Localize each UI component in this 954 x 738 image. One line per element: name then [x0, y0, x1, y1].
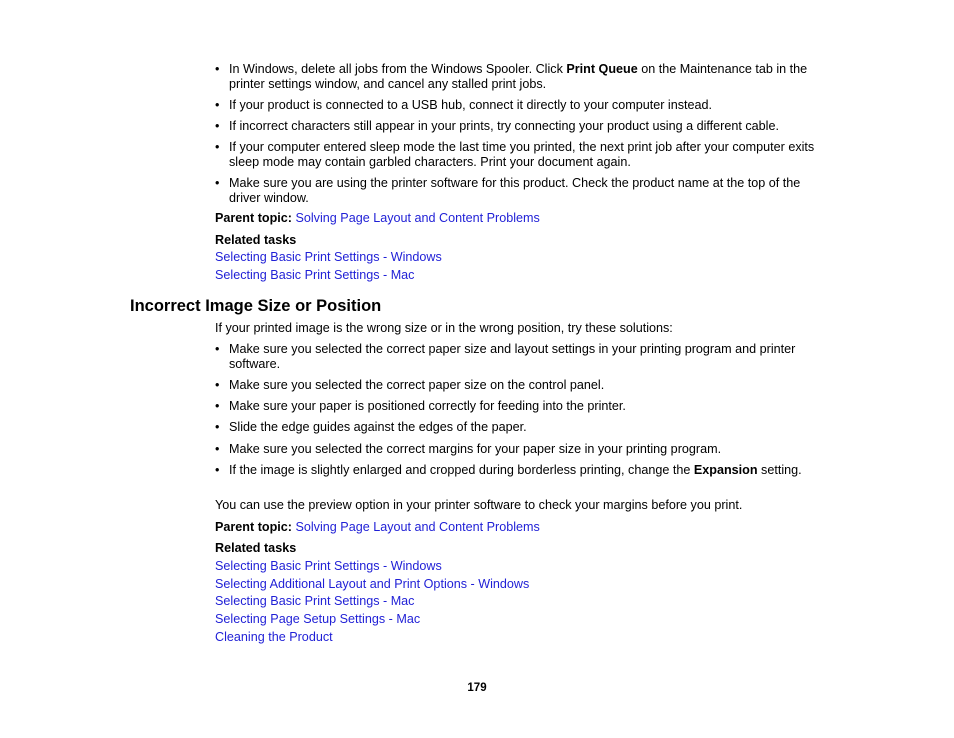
page-number: 179 [467, 682, 487, 694]
parent-topic [215, 520, 540, 535]
bullet-marker: • [215, 463, 220, 477]
bullet-item [215, 378, 827, 393]
parent-topic [215, 211, 540, 226]
bullet-item [215, 463, 805, 478]
related-task-link[interactable]: Selecting Basic Print Settings - Windows [215, 559, 442, 573]
print-queue-emphasis: Print Queue [566, 62, 638, 76]
bullet-text: Make sure you selected the correct paper size and layout settings in your printing program and printer software. [229, 342, 796, 371]
related-tasks-label: Related tasks [215, 233, 297, 247]
bullet-marker: • [215, 119, 220, 133]
related-task-link[interactable]: Selecting Basic Print Settings - Mac [215, 594, 415, 608]
closing-paragraph: You can use the preview option in your printer software to check your margins before you print. [215, 498, 743, 512]
bullet-text: If your computer entered sleep mode the last time you printed, the next print job after your computer exits sleep mode may contain garbled characters. Print your document again. [229, 140, 815, 169]
bullet-marker: • [215, 420, 220, 434]
parent-topic-label: Parent topic: [215, 211, 292, 225]
bullet-item [215, 342, 827, 371]
related-task-link[interactable]: Selecting Additional Layout and Print Options - Windows [215, 577, 530, 591]
expansion-emphasis: Expansion [693, 463, 758, 477]
bullet-item [215, 140, 827, 169]
bullet-text: Make sure you are using the printer software for this product. Check the product name at the top of the driver window. [229, 176, 801, 205]
bullet-text: If your product is connected to a USB hub, connect it directly to your computer instead. [229, 98, 713, 112]
bullet-item [215, 62, 827, 91]
bullet-marker: • [215, 378, 220, 392]
bullet-text: Make sure you selected the correct margins for your paper size in your printing program. [229, 442, 722, 456]
bullet-marker: • [215, 140, 220, 154]
parent-topic-link[interactable]: Solving Page Layout and Content Problems [295, 211, 540, 225]
bullet-item [215, 442, 827, 457]
section-heading: Incorrect Image Size or Position [130, 297, 382, 315]
bullet-text: Make sure your paper is positioned correctly for feeding into the printer. [229, 399, 626, 413]
bullet-marker: • [215, 399, 220, 413]
bullet-item [215, 420, 827, 435]
bullet-text: Slide the edge guides against the edges of the paper. [229, 420, 527, 434]
bullet-item [215, 399, 827, 414]
bullet-text: Make sure you selected the correct paper size on the control panel. [229, 378, 605, 392]
bullet-text: If incorrect characters still appear in your prints, try connecting your product using a different cable. [229, 119, 779, 133]
parent-topic-label: Parent topic: [215, 520, 292, 534]
bullet-item [215, 119, 827, 134]
related-task-link[interactable]: Selecting Basic Print Settings - Mac [215, 268, 415, 282]
related-task-link[interactable]: Selecting Page Setup Settings - Mac [215, 612, 421, 626]
related-task-link[interactable]: Cleaning the Product [215, 630, 333, 644]
bullet-marker: • [215, 176, 220, 190]
bullet-item [215, 176, 827, 205]
bullet-marker: • [215, 342, 220, 356]
bullet-text: If the image is slightly enlarged and cropped during borderless printing, change the Expansion setting. [229, 463, 802, 477]
bullet-item [215, 98, 827, 113]
bullet-marker: • [215, 442, 220, 456]
section-intro: If your printed image is the wrong size or in the wrong position, try these solutions: [215, 321, 673, 335]
bullet-text: In Windows, delete all jobs from the Windows Spooler. Click Print Queue on the Maintenance tab in the printer settings window, and cancel any stalled print jobs. [229, 62, 808, 91]
related-task-link[interactable]: Selecting Basic Print Settings - Windows [215, 250, 442, 264]
parent-topic-link[interactable]: Solving Page Layout and Content Problems [295, 520, 540, 534]
bullet-marker: • [215, 62, 220, 76]
bullet-marker: • [215, 98, 220, 112]
related-tasks-label: Related tasks [215, 541, 297, 555]
